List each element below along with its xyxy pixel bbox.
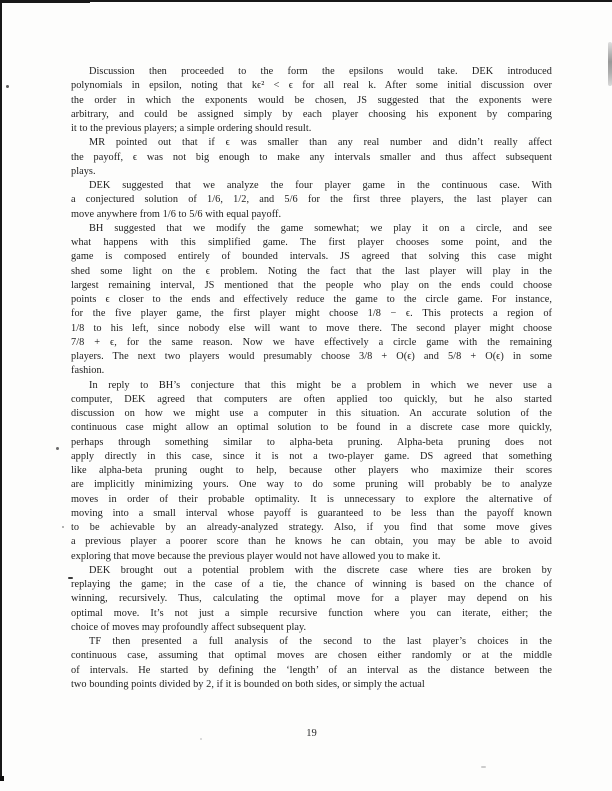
scan-scratch [481,766,486,768]
scan-smudge-right [608,42,612,86]
paragraph [71,179,552,222]
text-line: of intervals. He started by defining the ‘length’ of an interval as the distance between the [71,664,552,676]
text-line: Discussion then proceeded to the form the epsilons would take. DEK introduced [89,66,552,77]
text-line: 1/8 to his left, since nobody else will want to move there. The second player might choose [71,322,552,334]
text-line: points ϵ closer to the ends and effectively reduce the game to the circle game. For instance, [71,294,552,305]
text-line: MR pointed out that if ϵ was smaller than any real number and didn’t really affect [89,137,552,149]
text-line: to be achievable by an already-analyzed strategy. Also, if you find that some move gives [71,522,552,533]
paragraph [71,136,552,179]
text-block [71,65,552,692]
text-line: arbitrary, and could be assigned simply by each player choosing his exponent by comparing [71,108,552,120]
paragraph [71,222,552,379]
text-line: game is composed entirely of bounded intervals. JS agreed that solving this case might [71,251,552,263]
paragraph [71,379,552,564]
text-line: moving into a small interval whose payoff is guaranteed to be less than the payoff known [71,507,552,519]
scan-speck [56,447,59,450]
text-line: discussion on how we might use a computer in this situation. An accurate solution of the [71,408,552,419]
paragraph [71,635,552,692]
scan-edge-left-foot [0,776,4,781]
text-line: the payoff, ϵ was not big enough to make any intervals smaller and thus affect subsequent [71,151,552,163]
text-line: fashion. [71,365,105,377]
page-number: 19 [306,728,317,739]
text-line: exploring that move because the previous player would not have allowed you to make it. [71,550,441,562]
paragraph [71,564,552,635]
text-line: DEK suggested that we analyze the four player game in the continuous case. With [89,180,552,191]
text-line: TF then presented a full analysis of the second to the last player’s choices in the [89,636,552,647]
text-line: are implicitly minimizing yours. One way to do some pruning will probably be to analyze [71,479,552,491]
text-line: shed some light on the ϵ problem. Noting the fact that the last player will play in the [71,265,552,277]
text-line: choice of moves may profoundly affect subsequent play. [71,621,307,633]
text-line: optimal move. It’s not just a simple recursive function where you can iterate, either; the [71,607,552,619]
text-line: a previous player a poorer score than he knows he can obtain, you may be able to avoid [71,536,552,548]
text-line: continuous case might allow an optimal solution to be found in a discrete case more quickly, [71,422,552,434]
paragraph [71,65,552,136]
text-line: moves in order of their probable optimality. It is unnecessary to explore the alternative of [71,493,552,505]
text-line: apply directly in this case, since it is not a two-player game. DS agreed that something [71,450,552,462]
text-line: a conjectured solution of 1/6, 1/2, and 5/6 for the first three players, the last player can [71,194,552,206]
text-line: largest remaining interval, JS mentioned that the people who play on the ends could choose [71,279,552,291]
text-line: plays. [71,165,96,177]
scan-edge-top-thick [0,0,90,3]
text-line: the order in which the exponents would be chosen, JS suggested that the exponents were [71,94,552,106]
text-line: for the five player game, the first player might choose 1/8 − ϵ. This protects a region of [71,308,552,320]
text-line: perhaps through something similar to alpha-beta pruning. Alpha-beta pruning does not [71,436,552,448]
scan-speck [6,85,9,88]
text-line: two bounding points divided by 2, if it is bounded on both sides, or simply the actual [71,678,425,690]
text-line: it to the previous players; a simple ordering should result. [71,123,312,134]
text-line: players. The next two players would presumably choose 3/8 + O(ϵ) and 5/8 + O(ϵ) in some [71,351,552,362]
scan-edge-left [0,0,2,780]
text-line: computer, DEK agreed that computers are often applied too quickly, but he also started [71,393,552,405]
text-line: DEK brought out a potential problem with the discrete case where ties are broken by [89,564,552,576]
scan-edge-top [0,0,612,2]
scan-speck [62,526,64,528]
text-line: like alpha-beta pruning ought to help, because other players who maximize their scores [71,465,552,476]
text-line: replaying the game; in the case of a tie, the chance of winning is based on the chance of [71,579,552,590]
text-line: move anywhere from 1/6 to 5/6 with equal payoff. [71,208,282,220]
text-line: winning, recursively. Thus, calculating the optimal move for a player may depend on his [71,593,552,605]
text-line: BH suggested that we modify the game somewhat; we play it on a circle, and see [89,222,552,234]
text-line: In reply to BH’s conjecture that this might be a problem in which we never use a [89,379,552,391]
text-line: 7/8 + ϵ, for the same reason. Now we have effectively a circle game with the remaining [71,336,552,348]
text-line: what happens with this simplified game. The first player chooses some point, and the [71,237,552,248]
text-line: continuous case, assuming that optimal moves are chosen either randomly or at the middle [71,650,552,662]
text-line: polynomials in epsilon, noting that kϵ² < ϵ for all real k. After some initial discussion over [71,80,552,92]
